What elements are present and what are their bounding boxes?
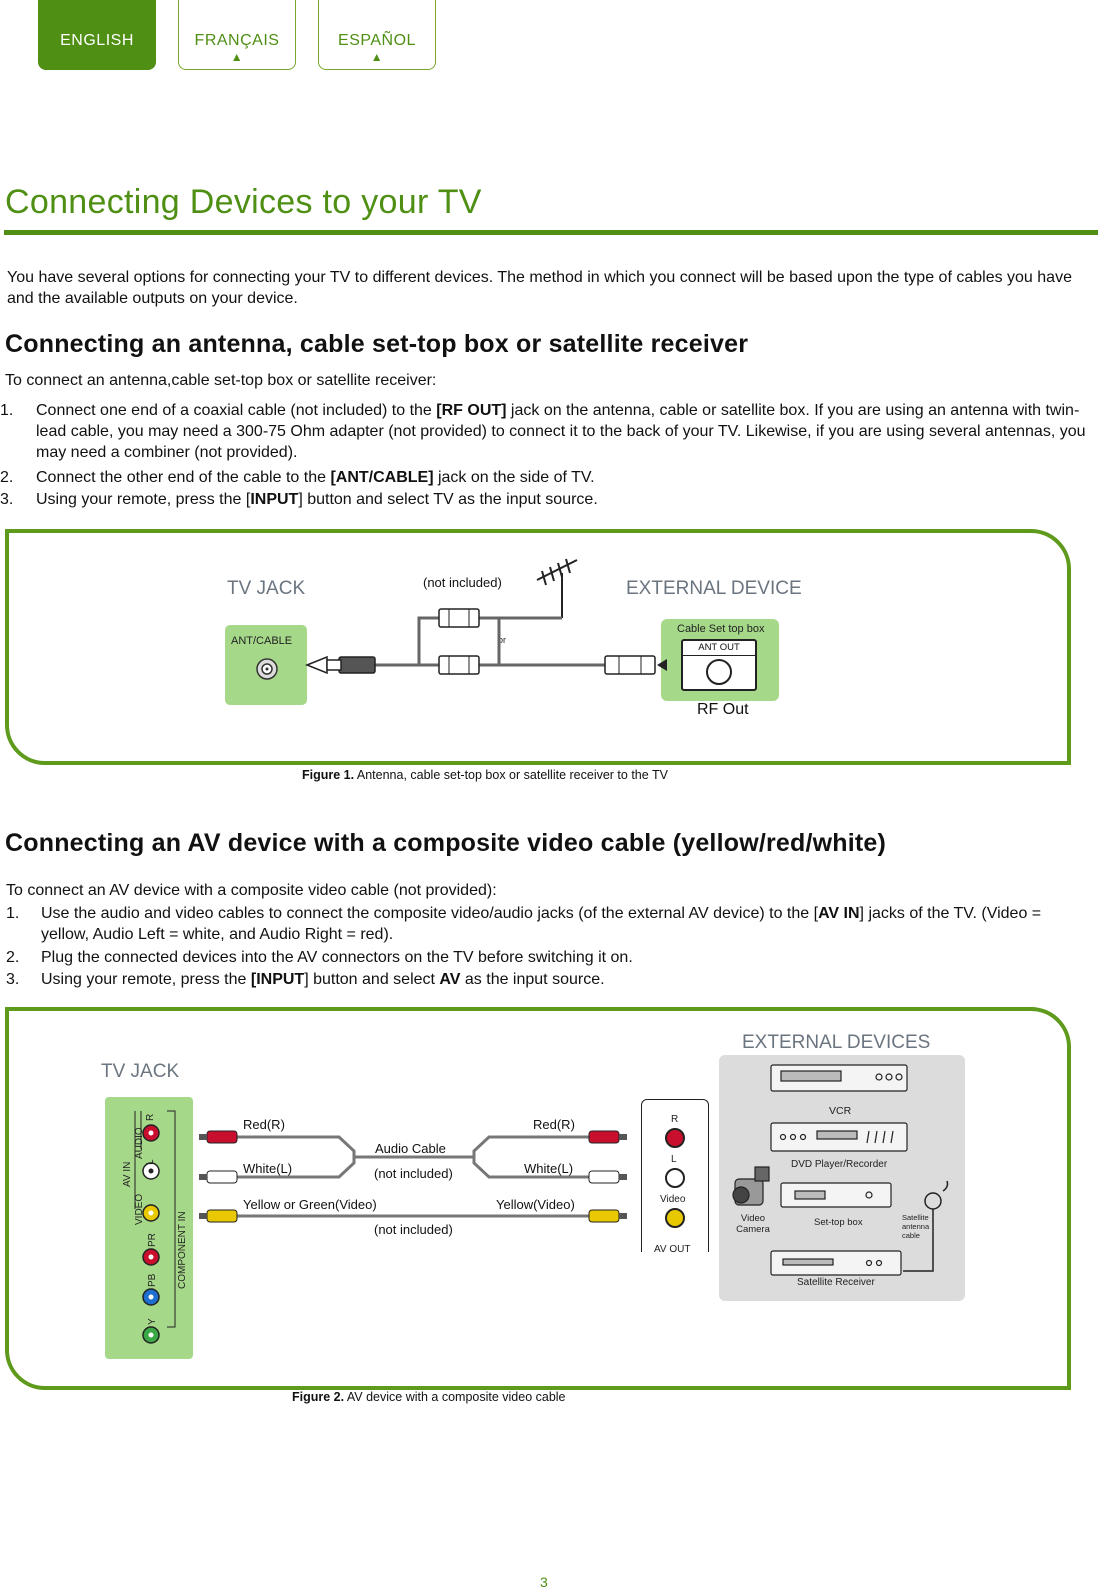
or-label: or [498, 635, 507, 645]
white-l-left-label: White(L) [243, 1161, 293, 1176]
section1-heading: Connecting an antenna, cable set-top box or satellite receiver [5, 330, 749, 358]
section2-heading: Connecting an AV device with a composite video cable (yellow/red/white) [5, 829, 887, 857]
list-item: Connect one end of a coaxial cable (not included) to the [RF OUT] jack on the antenna, cable or satellite box. If you are using an antenna with twin-lead cable, you may need a 300-75 Ohm adapter (not provided) to connect it to the back of your TV. Likewise, if you are using several antennas, you may need a combiner (not provided). [36, 402, 1086, 461]
intro-paragraph: You have several options for connecting your TV to different devices. The method in which you connect will be based upon the type of cables you have and the available outputs on your device. [7, 269, 1072, 307]
av-out-r-label: R [671, 1114, 679, 1125]
video-label: VIDEO [134, 1193, 145, 1225]
page-number: 3 [540, 1574, 548, 1590]
tab-francais-label: FRANÇAIS [194, 32, 280, 49]
yellow-right-label: Yellow(Video) [496, 1197, 575, 1212]
y-label: Y [147, 1318, 158, 1325]
triangle-up-icon: ▲ [230, 50, 244, 64]
av-in-label: AV IN [122, 1161, 133, 1187]
video-camera-label: Video Camera [736, 1213, 770, 1235]
list-item: Use the audio and video cables to connect the composite video/audio jacks (of the external AV device) to the [AV IN] jacks of the TV. (Video = yellow, Audio Left = white, and Audio Right = red). [41, 905, 1042, 943]
red-jack-icon [665, 1128, 685, 1148]
step-number: 1. [6, 905, 20, 922]
ant-cable-label: ANT/CABLE [231, 635, 293, 647]
rf-out-label: RF Out [697, 701, 749, 718]
pr-label: PR [147, 1233, 158, 1247]
yellow-left-label: Yellow or Green(Video) [243, 1197, 377, 1212]
audio-cable-label: Audio Cable [375, 1141, 446, 1156]
dvd-player-icon [771, 1123, 907, 1151]
external-device-label: EXTERNAL DEVICE [626, 578, 802, 599]
list-item: Plug the connected devices into the AV connectors on the TV before switching it on. [41, 949, 633, 966]
av-out-label: AV OUT [654, 1244, 691, 1255]
section1-lead: To connect an antenna,cable set-top box or satellite receiver: [5, 372, 437, 389]
antenna-cable-diagram [9, 533, 1069, 761]
satellite-cable-label: Satellite antenna cable [902, 1213, 930, 1240]
satellite-receiver-label: Satellite Receiver [797, 1277, 875, 1288]
audio-l-label: L [145, 1159, 156, 1165]
vcr-icon [771, 1065, 907, 1091]
step-number: 3. [0, 491, 14, 508]
section2-lead: To connect an AV device with a composite video cable (not provided): [6, 882, 497, 899]
tab-espanol-label: ESPAÑOL [338, 32, 416, 49]
tab-english-label: ENGLISH [60, 32, 134, 49]
triangle-up-icon: ▲ [370, 50, 384, 64]
title-divider [4, 230, 1098, 235]
figure2-caption: Figure 2. AV device with a composite video cable [292, 1390, 566, 1404]
video-camera-icon [733, 1167, 769, 1205]
ant-out-label: ANT OUT [683, 641, 755, 656]
step-number: 2. [0, 469, 14, 486]
white-jack-icon [665, 1168, 685, 1188]
tab-english[interactable] [38, 0, 156, 70]
av-out-video-label: Video [660, 1194, 686, 1205]
step-number: 1. [0, 402, 14, 419]
yellow-jack-icon [665, 1208, 685, 1228]
cable-box-label: Cable Set top box [677, 623, 765, 635]
not-included-label: (not included) [423, 575, 502, 590]
pb-label: PB [147, 1273, 158, 1287]
antenna-icon [537, 559, 577, 618]
list-item: Connect the other end of the cable to the [ANT/CABLE] jack on the side of TV. [36, 469, 595, 486]
av-out-panel [641, 1099, 709, 1252]
figure1-panel [5, 529, 1071, 765]
devices-illustration [719, 1055, 965, 1301]
figure1-caption: Figure 1. Antenna, cable set-top box or satellite receiver to the TV [302, 768, 668, 782]
step-number: 3. [6, 971, 20, 988]
tab-espanol[interactable] [318, 0, 436, 70]
not-included-audio-label: (not included) [374, 1166, 453, 1181]
figure2-panel [5, 1007, 1071, 1390]
tv-jack-label: TV JACK [227, 578, 306, 599]
external-devices-label: EXTERNAL DEVICES [742, 1032, 931, 1053]
white-l-right-label: White(L) [524, 1161, 574, 1176]
step-number: 2. [6, 949, 20, 966]
set-top-box-icon [781, 1183, 891, 1207]
component-in-label: COMPONENT IN [177, 1211, 188, 1289]
vcr-label: VCR [829, 1105, 852, 1117]
audio-label: AUDIO [134, 1127, 145, 1159]
external-devices-panel [719, 1055, 965, 1301]
audio-r-label: R [145, 1113, 156, 1121]
red-r-left-label: Red(R) [243, 1117, 285, 1132]
page-title: Connecting Devices to your TV [5, 183, 482, 221]
satellite-receiver-icon [771, 1251, 901, 1275]
list-item: Using your remote, press the [INPUT] button and select TV as the input source. [36, 491, 598, 508]
not-included-video-label: (not included) [374, 1222, 453, 1237]
dvd-label: DVD Player/Recorder [791, 1159, 888, 1170]
red-r-right-label: Red(R) [533, 1117, 575, 1132]
list-item: Using your remote, press the [INPUT] button and select AV as the input source. [41, 971, 605, 988]
tab-francais[interactable] [178, 0, 296, 70]
set-top-box-label: Set-top box [814, 1217, 863, 1228]
tv-jack-label: TV JACK [101, 1061, 180, 1082]
av-out-l-label: L [671, 1154, 677, 1165]
